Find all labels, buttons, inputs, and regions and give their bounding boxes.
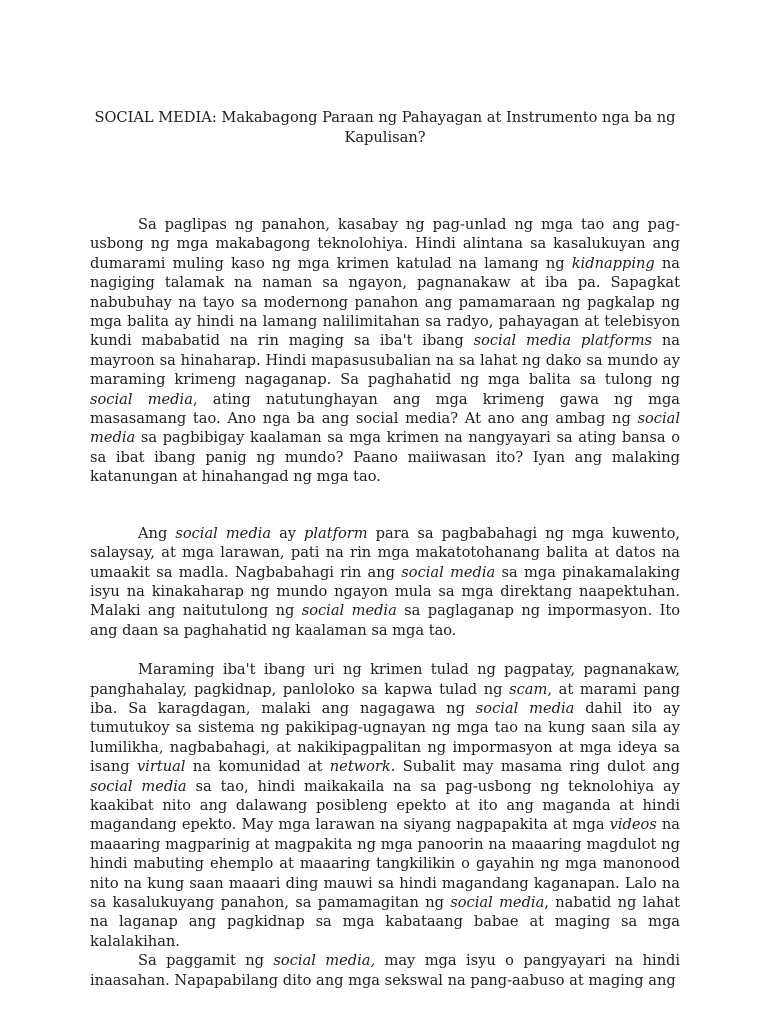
text-run: , at marami pang iba. Sa karagdagan, malaki ang nagagawa ng <box>90 680 680 717</box>
text-run: Maraming iba't ibang uri ng krimen tulad ng pagpatay, pagnanakaw, panghahalay, pagkidnap, panloloko sa kapwa tulad ng <box>90 661 680 698</box>
italic-term: social media <box>475 699 575 717</box>
italic-term: network <box>329 758 391 776</box>
text-run: , nabatid ng lahat na laganap ang pagkidnap sa mga kabataang babae at maging sa mga kalalakihan. <box>90 894 680 950</box>
italic-term: scam <box>509 680 548 698</box>
italic-term: social media <box>90 777 187 795</box>
text-run: , ating natutunghayan ang mga krimeng gawa ng mga masasamang tao. Ano nga ba ang social media? At ano ang ambag ng <box>90 390 681 428</box>
paragraph-definition <box>90 524 680 640</box>
italic-term: kidnapping <box>571 254 655 272</box>
italic-term: social media <box>90 390 193 408</box>
text-run: sa pagbibigay kaalaman sa mga krimen na nangyayari sa ating bansa o sa ibat ibang panig ng mundo? Paano maiiwasan ito? Iyan ang malaking katanungan at hinahangad ng mga tao. <box>90 429 680 486</box>
paragraph-intro <box>90 215 680 487</box>
text-run: . Subalit may masama ring dulot ang <box>390 758 680 776</box>
text-run: sa tao, hindi maikakaila na sa pag-usbong ng teknolohiya ay kaakibat nito ang dalawang posibleng epekto at ito ang maganda at hindi magandang epekto. May mga larawan na siyang nagpapakita at mga <box>90 777 680 834</box>
italic-term: social media <box>401 563 496 581</box>
italic-term: social media <box>90 410 680 447</box>
document-title: SOCIAL MEDIA: Makabagong Paraan ng Pahayagan at Instrumento nga ba ng Kapulisan? <box>94 109 676 146</box>
text-run: para sa pagbabahagi ng mga kuwento, salaysay, at mga larawan, pati na rin mga makatotohanang balita at datos na umaakit sa madla. Nagbabahagi rin ang <box>90 524 680 581</box>
italic-term: videos <box>609 816 657 834</box>
text-run: na nagiging talamak na naman sa ngayon, pagnanakaw at iba pa. Sapagkat nabubuhay na tayo sa modernong panahon ang pamamaraan ng pagkalap ng mga balita ay hindi na lamang nalilimitahan sa radyo, pahayagan at telebisyon kundi mababatid na rin maging sa iba't ibang <box>90 254 680 350</box>
text-run: na mayroon sa hinaharap. Hindi mapasusubalian na sa lahat ng dako sa mundo ay maraming krimeng nagaganap. Sa paghahatid ng mga balita sa tulong ng <box>90 332 680 389</box>
text-run: na komunidad at <box>185 758 330 776</box>
italic-term: social media <box>450 894 545 911</box>
italic-term: social media platforms <box>473 332 653 350</box>
text-run: sa mga pinakamalaking isyu na kinakaharap ng mundo ngayon mula sa mga direktang naapektuhan. Malaki ang naitutulong ng <box>90 563 681 620</box>
italic-term: platform <box>304 524 368 542</box>
text-run: Sa paglipas ng panahon, kasabay ng pag-unlad ng mga tao ang pag-usbong ng mga makabagong teknolohiya. Hindi alintana sa kasalukuyan ang dumarami muling kaso ng mga krimen katulad na lamang ng <box>90 216 680 272</box>
italic-term: social media <box>175 524 272 542</box>
text-run: sa paglaganap ng impormasyon. Ito ang daan sa paghahatid ng kaalaman sa mga tao. <box>90 602 681 639</box>
text-run: may mga isyu o pangyayari na hindi inaasahan. Napapabilang dito ang mga sekswal na pang-aabuso at maging ang <box>90 952 681 989</box>
italic-term: social media <box>301 602 397 620</box>
text-run: Sa paggamit ng <box>138 952 274 970</box>
text-run: ay <box>271 524 305 542</box>
italic-term: social media, <box>273 952 376 970</box>
text-run: Ang <box>138 524 176 542</box>
text-run: na maaaring magparinig at magpakita ng mga panoorin na maaaring magdulot ng hindi mabuting ehemplo at maaaring tangkilikin o gayahin ng mga manonood nito na kung saan maaari ding mauwi sa hindi magandang kaganapan. Lalo na sa kasalukuyang panahon, sa pamamagitan ng <box>90 816 680 911</box>
italic-term: virtual <box>136 758 186 776</box>
text-run: dahil ito ay tumutukoy sa sistema ng pakikipag-ugnayan ng mga tao na kung saan sila ay lumilikha, nagbabahagi, at nakikipagpalitan ng impormasyon at mga ideya sa isang <box>90 699 680 776</box>
paragraph-issues <box>90 951 680 990</box>
paragraph-crimes <box>90 660 680 951</box>
